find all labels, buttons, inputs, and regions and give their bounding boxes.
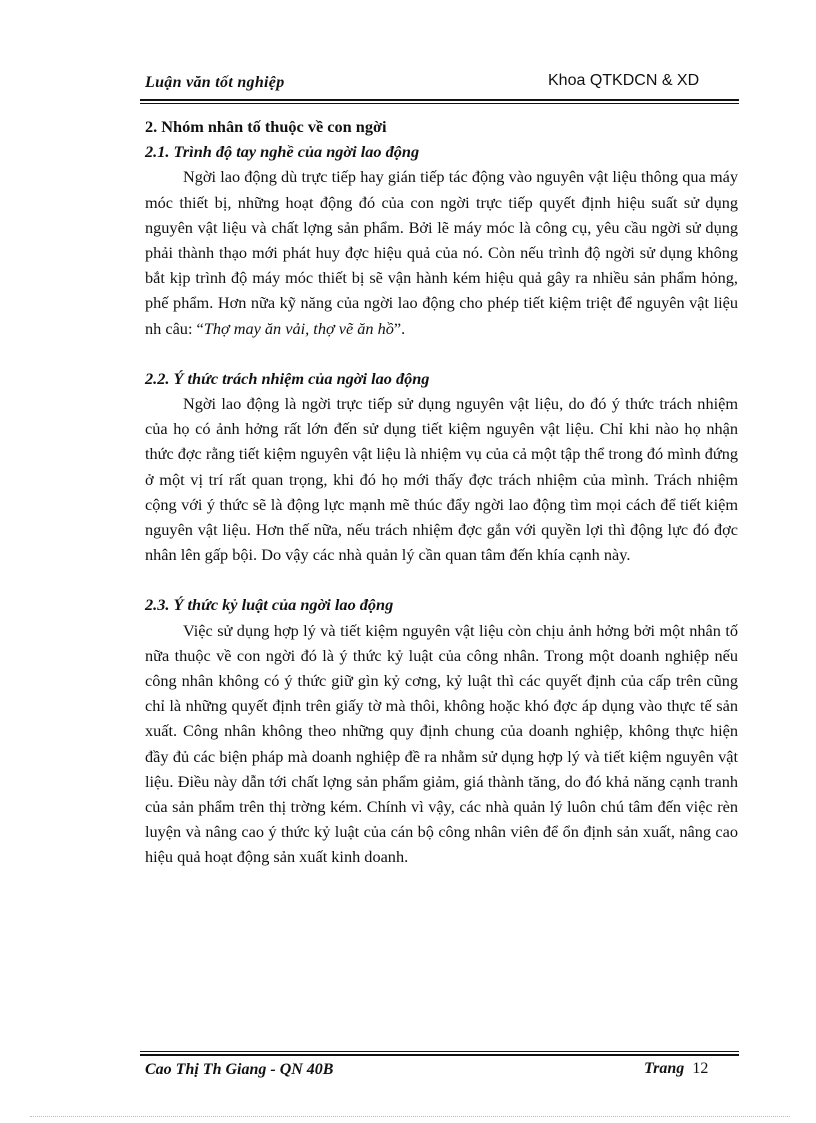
paragraph-2-2: Ngời lao động là ngời trực tiếp sử dụng nguyên vật liệu, do đó ý thức trách nhiệm của họ có ảnh hởng rất lớn đến sử dụng tiết kiệm nguyên vật liệu. Chỉ khi nào họ nhận thức đợc rằng tiết kiệm nguyên vật liệu là nhiệm vụ của cả một tập thể trong đó mình đứng ở một vị trí rất quan trọng, khi đó họ mới thấy đợc trách nhiệm của mình. Trách nhiệm cộng với ý thức sẽ là động lực mạnh mẽ thúc đẩy ngời lao động tìm mọi cách để tiết kiệm nguyên vật liệu. Hơn thế nữa, nếu trách nhiệm đợc gắn với quyền lợi thì động lực đó đợc nhân lên gấp bội. Do vậy các nhà quản lý cần quan tâm đến khía cạnh này.	[145, 394, 738, 565]
footer-rule-thin	[140, 1051, 739, 1052]
page-number: 12	[692, 1060, 709, 1077]
page-label: Trang	[644, 1060, 685, 1077]
header-thesis-title: Luận văn tốt nghiệp	[145, 74, 285, 91]
header-rule-thin	[140, 103, 739, 104]
proverb-quote: Thợ may ăn vải, thợ vẽ ăn hồ	[203, 318, 394, 338]
header-faculty: Khoa QTKDCN & XD	[548, 72, 700, 89]
subsection-heading-2-1: 2.1. Trình độ tay nghề của ngời lao động	[145, 142, 420, 162]
page-edge-dotted-line	[30, 1116, 790, 1117]
document-body	[145, 114, 738, 870]
footer-rule-thick	[140, 1054, 739, 1056]
paragraph-2-1-start: Ngời lao động dù trực tiếp hay gián tiếp tác động vào nguyên vật liệu thông qua máy móc thiết bị, những hoạt động đó của con ngời trực tiếp quyết định hiệu suất sử dụng nguyên vật liệu và chất lợng sản phẩm. Bởi lẽ máy móc là công cụ, yêu cầu ngời sử dụng phải thành thạo mới phát huy đợc hiệu quả của nó. Còn nếu trình độ ngời sử dụng không bắt kịp trình độ máy móc thiết bị sẽ vận hành kém hiệu quả gây ra nhiều sản phẩm hỏng, phế phẩm. Hơn nữa kỹ năng của ngời lao động cho phép tiết kiệm triệt để nguyên vật liệu nh câu: “	[145, 167, 738, 338]
header-rule-thick	[140, 99, 739, 101]
footer-page	[644, 1060, 708, 1078]
paragraph-2-1-end: ”.	[393, 318, 406, 338]
section-heading: 2. Nhóm nhân tố thuộc về con ngời	[145, 117, 387, 136]
subsection-heading-2-2: 2.2. Ý thức trách nhiệm của ngời lao động	[145, 368, 430, 388]
subsection-heading-2-3: 2.3. Ý thức kỷ luật của ngời lao động	[145, 595, 394, 615]
paragraph-2-1	[145, 164, 738, 340]
footer-author: Cao Thị Th Giang - QN 40B	[145, 1061, 334, 1078]
paragraph-2-3: Việc sử dụng hợp lý và tiết kiệm nguyên vật liệu còn chịu ảnh hởng bởi một nhân tố nữa thuộc về con ngời đó là ý thức kỷ luật của công nhân. Trong một doanh nghiệp nếu công nhân không có ý thức giữ gìn kỷ cơng, kỷ luật thì các quyết định của cấp trên cũng chỉ là những quyết định trên giấy tờ mà thôi, không hoặc khó đợc áp dụng vào thực tế sản xuất. Công nhân không theo những quy định chung của doanh nghiệp, không thực hiện đầy đủ các biện pháp mà doanh nghiệp đề ra nhằm sử dụng hợp lý và tiết kiệm nguyên vật liệu. Điều này dẫn tới chất lợng sản phẩm giảm, giá thành tăng, do đó khả năng cạnh tranh của sản phẩm trên thị trờng kém. Chính vì vậy, các nhà quản lý luôn chú tâm đến việc rèn luyện và nâng cao ý thức kỷ luật của cán bộ công nhân viên để ổn định sản xuất, nâng cao hiệu quả hoạt động sản xuất kinh doanh.	[145, 620, 738, 867]
